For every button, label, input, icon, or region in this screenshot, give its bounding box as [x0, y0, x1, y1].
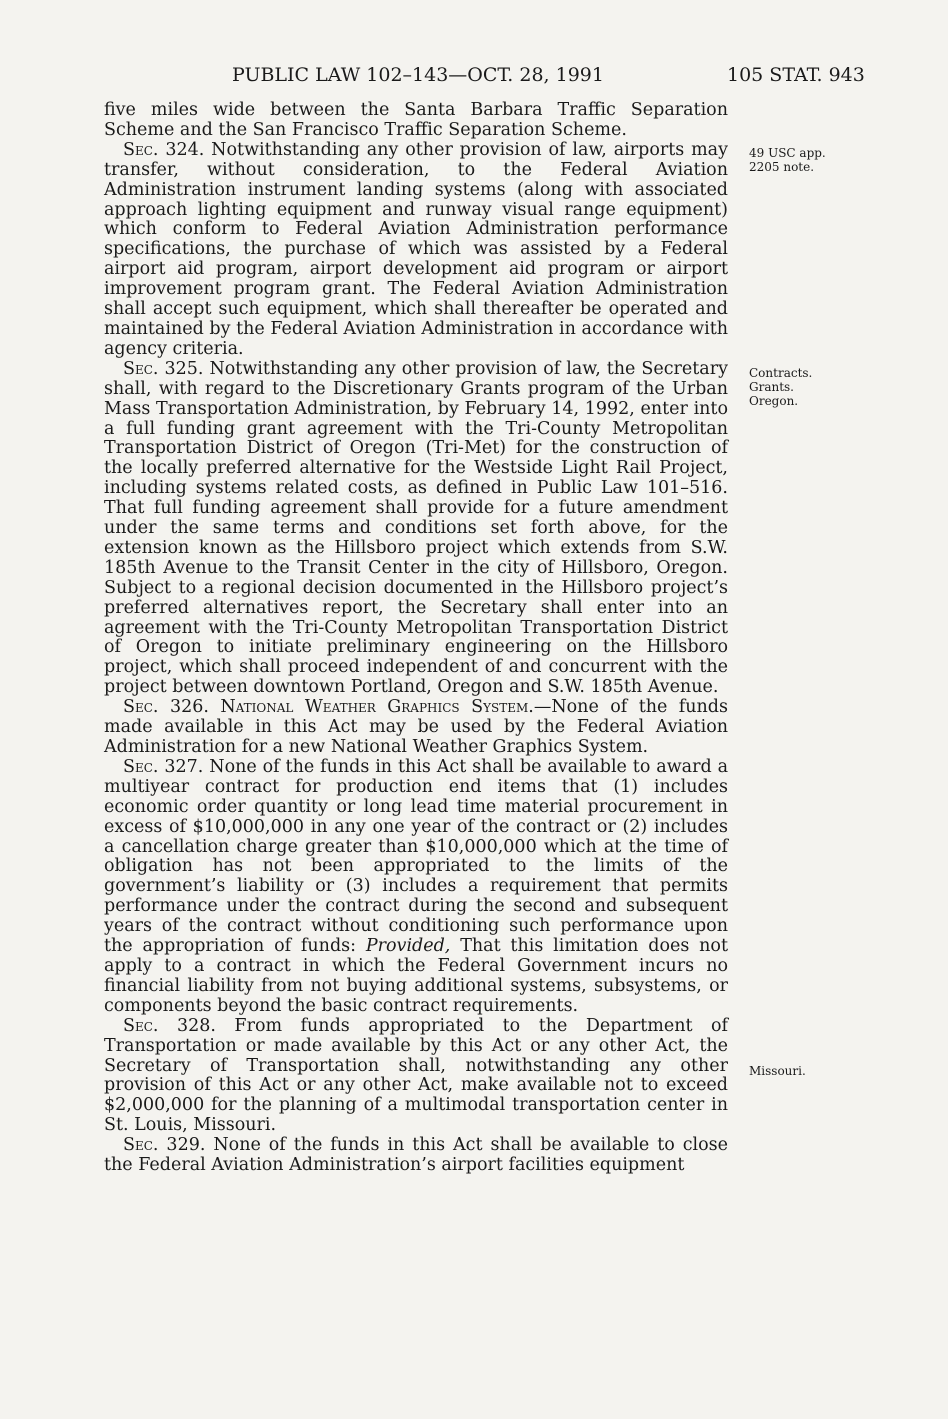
margin-note-line: Oregon. — [749, 394, 799, 408]
section-text-italic: Provided, — [365, 936, 451, 957]
section-text: Notwithstanding any other provision of law, airports may transfer, without consideration, to the Federal Aviation Administration instrument landing systems (along with associated approach lighting equipment and runway visual range equipment) which conform to Federal Aviation Administration performance specifications, the purchase of which was assisted by a Federal airport aid program, airport development aid program or airport improvement program grant. The Federal Aviation Administration shall accept such equipment, which shall thereafter be operated and maintained by the Federal Aviation Administration in accordance with agency criteria. — [104, 139, 728, 359]
section-text: From funds appropriated to the Department of Transportation or made available by this Act or any other Act, the Secretary of Transportation shall, notwithstanding any other provision of this Act or any other Act, make available not to exceed $2,000,000 for the planning of a multimodal transportation center in St. Louis, Missouri. — [104, 1015, 729, 1136]
section-329 — [104, 1136, 728, 1176]
section-label: Sec. — [123, 756, 159, 777]
body-text — [104, 101, 728, 1176]
section-label: Sec. — [123, 1015, 159, 1036]
section-number: 325. — [158, 358, 204, 379]
section-label: Sec. — [123, 1135, 159, 1156]
margin-note-line: Missouri. — [749, 1064, 806, 1078]
margin-note-sec-328 — [749, 1064, 806, 1078]
section-number: 327. — [158, 756, 204, 777]
section-number: 329. — [158, 1135, 206, 1156]
section-text: None of the funds in this Act shall be available to award a multiyear contract for production end items that (1) includes economic order quantity or long lead time material procurement in excess of $10,000,000 in any one year of the contract or (2) includes a cancellation charge greater than $10,000,000 which at the time of obligation has not been appropriated to the limits of the government’s liability or (3) includes a requirement that permits performance under the contract during the second and subsequent years of the contract without conditioning such performance upon the appropriation of funds: — [104, 756, 729, 957]
section-text: None of the funds in this Act shall be available to close the Federal Aviation Administration’s airport facilities equipment — [104, 1135, 728, 1176]
section-heading: National Weather Graphics System. — [220, 697, 534, 718]
margin-note-line: Contracts. — [749, 366, 813, 380]
margin-note-line: 2205 note. — [749, 160, 815, 174]
section-325 — [104, 360, 728, 698]
section-324 — [104, 141, 728, 360]
section-text: Notwithstanding any other provision of law, the Secretary shall, with regard to the Discretionary Grants program of the Urban Mass Transportation Administration, by February 14, 1992, enter into a full funding grant agreement with the Tri-County Metropolitan Transportation District of Oregon (Tri-Met) for the construction of the locally preferred alternative for the Westside Light Rail Project, including systems related costs, as defined in Public Law 101–516. That full funding agreement shall provide for a future amendment under the same terms and conditions set forth above, for the extension known as the Hillsboro project which extends from S.W. 185th Avenue to the Transit Center in the city of Hillsboro, Oregon. Subject to a regional decision documented in the Hillsboro project’s preferred alternatives report, the Secretary shall enter into an agreement with the Tri-County Metropolitan Transportation District of Oregon to initiate preliminary engineering on the Hillsboro project, which shall proceed independent of and concurrent with the project between downtown Portland, Oregon and S.W. 185th Avenue. — [104, 358, 728, 698]
section-label: Sec. — [123, 697, 159, 718]
section-label: Sec. — [123, 358, 159, 379]
margin-note-sec-324 — [749, 146, 826, 174]
section-328 — [104, 1017, 728, 1136]
margin-note-line: 49 USC app. — [749, 146, 826, 160]
header-page-number: 105 STAT. 943 — [727, 64, 865, 86]
section-326 — [104, 698, 728, 758]
section-label: Sec. — [123, 139, 159, 160]
paragraph-continuation: five miles wide between the Santa Barbara Traffic Separation Scheme and the San Francisco Traffic Separation Scheme. — [104, 100, 728, 140]
header-title: PUBLIC LAW 102–143—OCT. 28, 1991 — [232, 64, 604, 86]
section-327 — [104, 758, 728, 1017]
section-text: That this limitation does not apply to a contract in which the Federal Government incurs no financial liability from not buying additional systems, subsystems, or components beyond the basic contract requirements. — [104, 936, 729, 1016]
section-text: —None of the funds made available in this Act may be used by the Federal Aviation Administration for a new National Weather Graphics System. — [104, 697, 728, 757]
section-number: 324. — [158, 139, 205, 160]
margin-note-sec-325 — [749, 366, 812, 408]
margin-note-line: Grants. — [749, 380, 794, 394]
running-header — [0, 64, 948, 94]
section-number: 328. — [158, 1015, 216, 1036]
section-number: 326. — [158, 697, 221, 718]
